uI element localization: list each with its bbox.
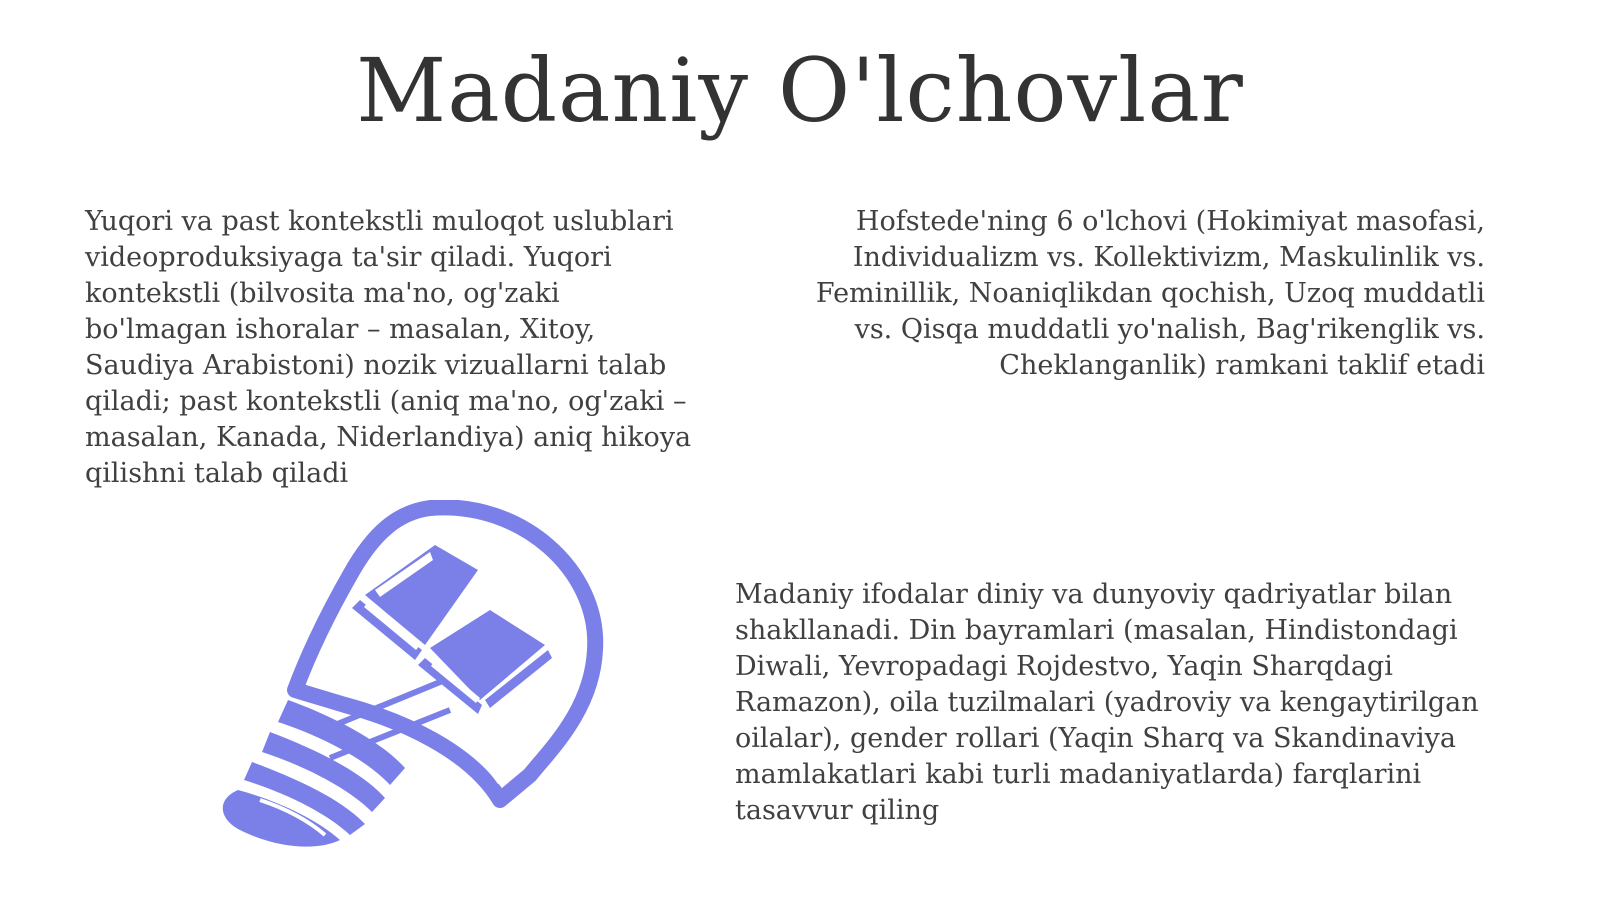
paragraph-cultural-expressions: Madaniy ifodalar diniy va dunyoviy qadriyatlar bilan shakllanadi. Din bayramlari (masalan, Hindistondagi Diwali, Yevropadagi Rojdestvo, Yaqin Sharqdagi Ramazon), oila tuzilmalari (yadroviy va kengaytirilgan oilalar), gender rollari (Yaqin Sharq va Skandinaviya mamlakatlari kabi turli madaniyatlarda) farqlarini tasavvur qiling [735,579,1479,826]
paragraph-hofstede: Hofstede'ning 6 o'lchovi (Hokimiyat masofasi, Individualizm vs. Kollektivizm, Maskulinlik vs. Feminillik, Noaniqlikdan qochish, Uzoq muddatli vs. Qisqa muddatli yo'nalish, Bag'rikenglik vs. Cheklanganlik) ramkani taklif etadi [815,206,1485,381]
slide-title: Madaniy O'lchovlar [356,39,1244,142]
paragraph-context-styles: Yuqori va past kontekstli muloqot uslublari videoproduksiyaga ta'sir qiladi. Yuqori kontekstli (bilvosita ma'no, og'zaki bo'lmagan ishoralar – masalan, Xitoy, Saudiya Arabistoni) nozik vizuallarni talab qiladi; past kontekstli (aniq ma'no, og'zaki – masalan, Kanada, Niderlandiya) aniq hikoya qilishni talab qiladi [85,206,692,489]
lightbulb-book-icon [200,500,620,860]
